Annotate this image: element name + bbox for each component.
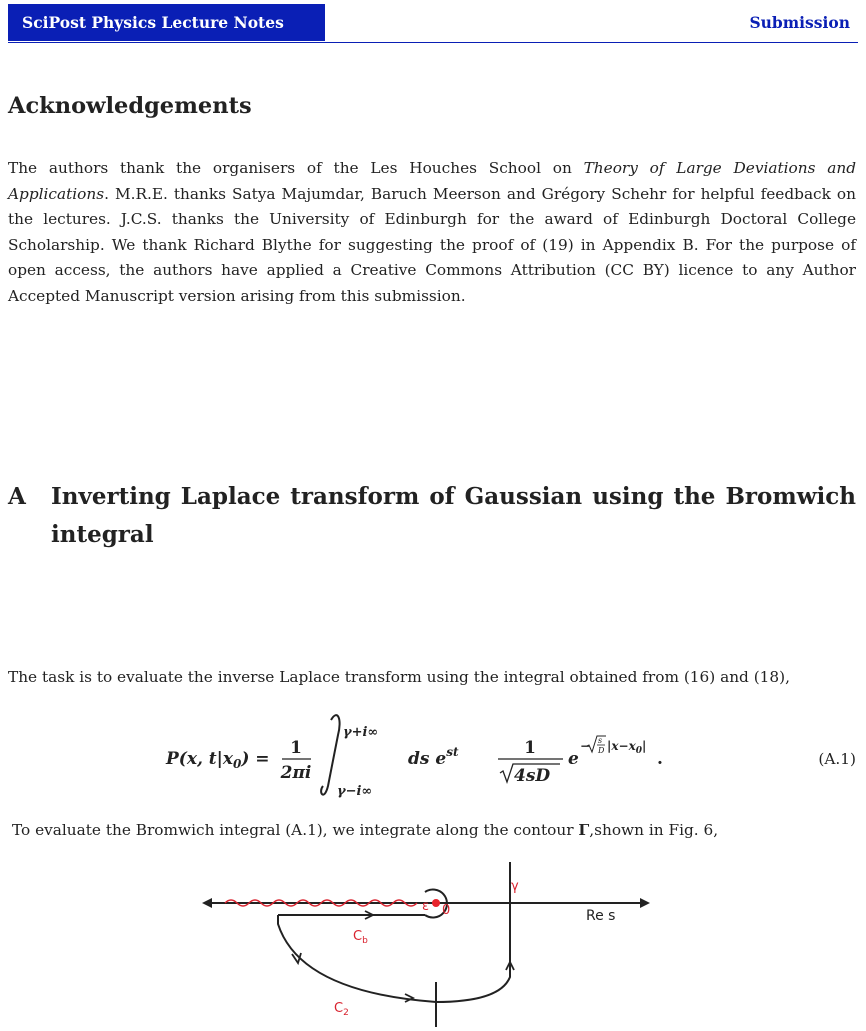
eq-exp-st: st [446, 745, 459, 759]
eq-exp-sub: 0 [635, 746, 642, 756]
section-title: Inverting Laplace transform of Gaussian using the Bromwich integral [51, 483, 856, 548]
eq-exp-e: e [568, 749, 579, 769]
eq-upper-limit: γ+i∞ [343, 725, 379, 740]
eq-exp-D: D [598, 746, 605, 755]
submission-label: Submission [749, 13, 850, 32]
section-a-intro: The task is to evaluate the inverse Laplace transform using the integral obtained from (16) and (18), [8, 668, 790, 686]
label-gamma-small: γ [511, 879, 519, 894]
eq-minus: − [580, 739, 591, 753]
eq-exp-s: s [598, 736, 603, 745]
eq-frac2-den: 4sD [514, 766, 551, 786]
equation-a1 [0, 710, 866, 800]
label-re-s: Re s [586, 908, 616, 924]
ack-text-1: The authors thank the organisers of the Les Houches School on [8, 159, 584, 177]
eq-lhs-close: ) = [241, 749, 270, 769]
eval-text-2: ,shown in Fig. 6, [589, 821, 719, 839]
section-a-eval-text [12, 818, 860, 844]
eq-frac-num: 1 [290, 738, 302, 758]
header-rule [8, 42, 858, 43]
label-cb: $C_b$ [353, 929, 368, 946]
label-c2: $C_2$ [334, 1001, 349, 1018]
eq-lhs: P(x, t|x [166, 749, 233, 769]
eval-text-1: To evaluate the Bromwich integral (A.1), we integrate along the contour [12, 821, 579, 839]
eq-integrand: ds e [408, 749, 447, 769]
svg-text:|x−x0| [607, 739, 646, 756]
eq-frac-den: 2πi [280, 763, 312, 783]
equation-label: (A.1) [818, 750, 856, 768]
eq-period: . [657, 749, 663, 769]
section-number: A [8, 483, 26, 510]
label-epsilon: ε [422, 899, 430, 914]
svg-text:P(x, t|x0) = [165, 749, 270, 771]
origin-dot [432, 899, 440, 907]
integral-sign [321, 715, 339, 795]
acknowledgements-heading: Acknowledgements [8, 93, 252, 119]
journal-name: SciPost Physics Lecture Notes [8, 4, 325, 41]
svg-text:ds est [408, 745, 459, 769]
eq-exp-rest: |x−x [607, 739, 636, 753]
acknowledgements-paragraph [8, 156, 856, 310]
eq-lhs-sub: 0 [232, 757, 242, 771]
eq-lower-limit: γ−i∞ [337, 784, 373, 799]
contour-diagram [200, 862, 680, 1027]
eq-exp-end: | [642, 739, 647, 753]
equation-svg [0, 710, 866, 800]
eq-frac2-num: 1 [524, 738, 536, 758]
contour-c2 [278, 915, 510, 1002]
ack-text-2: . M.R.E. thanks Satya Majumdar, Baruch Meerson and Grégory Schehr for helpful feedback on the lectures. J.C.S. thanks the University of Edinburgh for the award of Edinburgh Doctoral College Scholarship. We thank Richard Blythe for suggesting the proof of (19) in Appendix B. For the purpose of open access, the authors have applied a Creative Commons Attribution (CC BY) licence to any Author Accepted Manuscript version arising from this submission. [8, 184, 856, 305]
label-origin: 0 [442, 903, 451, 918]
eval-gamma: Γ [578, 821, 590, 839]
page-header [8, 4, 858, 44]
ack-school-name: Theory of Large Deviations and Applications [8, 159, 856, 203]
contour-figure [200, 862, 680, 1031]
